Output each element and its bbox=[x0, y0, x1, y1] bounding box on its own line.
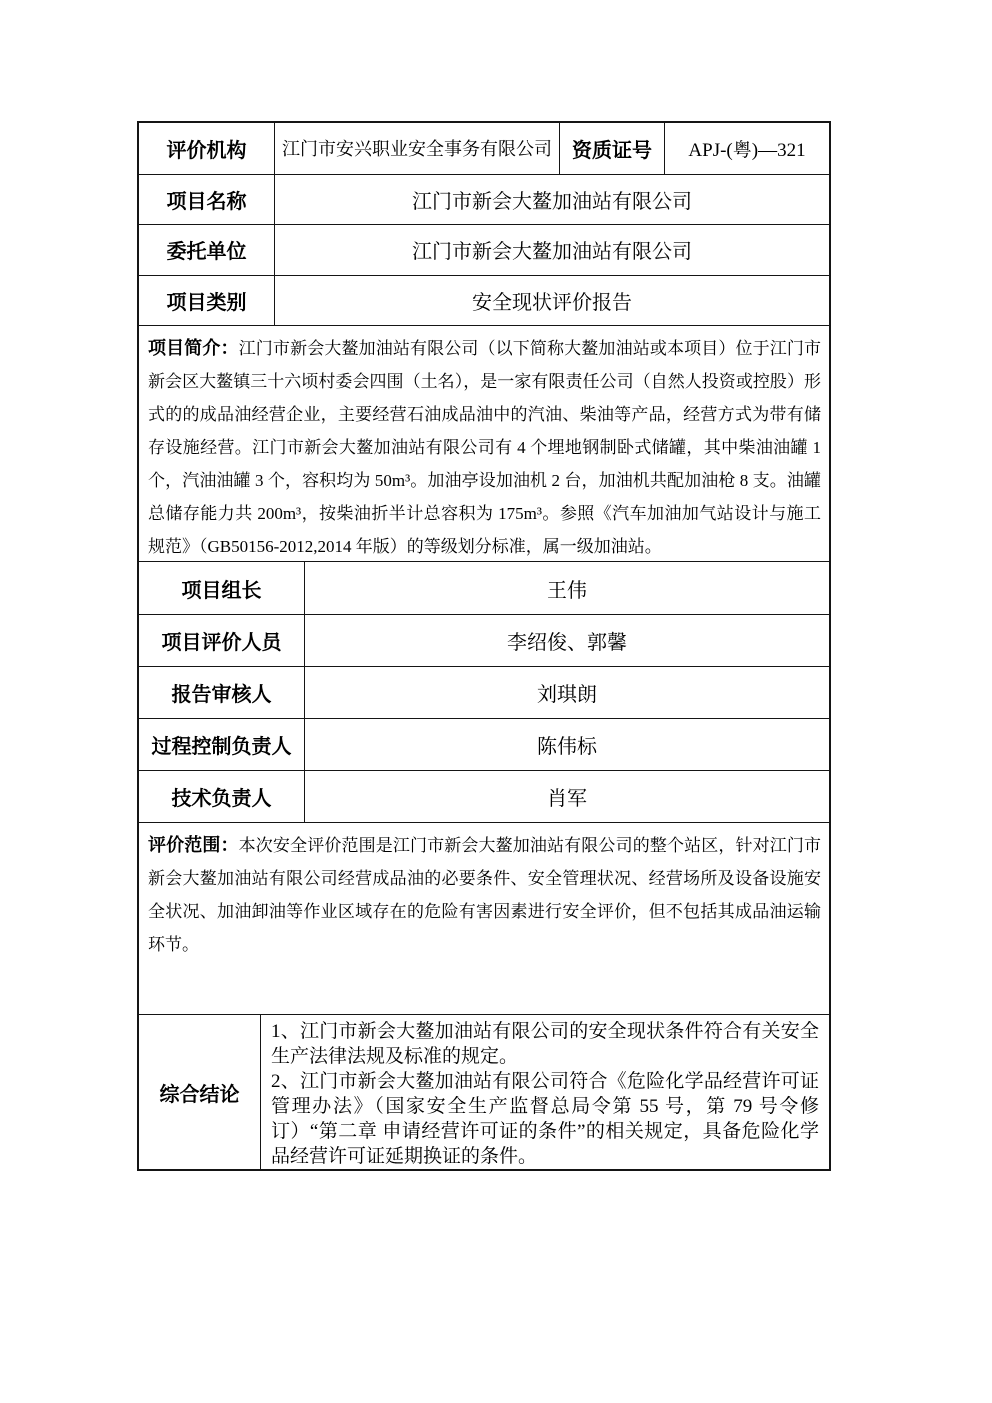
value-technical-director: 肖军 bbox=[304, 771, 829, 822]
value-project-leader: 王伟 bbox=[304, 562, 829, 614]
label-report-reviewer: 报告审核人 bbox=[171, 684, 272, 706]
table-row bbox=[139, 174, 829, 225]
project-intro-text: 江门市新会大鳌加油站有限公司（以下简称大鳌加油站或本项目）位于江门市新会区大鳌镇三十六顷村委会四围（土名），是一家有限责任公司（自然人投资或控股）形式的的成品油经营企业，主要经营石油成品油中的汽油、柴油等产品，经营方式为带有储存设施经营。江门市新会大鳌加油站有限公司有 4 个埋地钢制卧式储罐，其中柴油油罐 1 个，汽油油罐 3 个，容积均为 50m³。加油亭设加油机 2 台，加油机共配加油枪 8 支。油罐总储存能力共 200m³，按柴油折半计总容积为 175m³。参照《汽车加油加气站设计与施工规范》（GB50156-2012,2014 年版）的等级划分标准，属一级加油站。 bbox=[148, 339, 822, 556]
value-report-reviewer: 刘琪朗 bbox=[304, 667, 829, 718]
label-cert-number: 资质证号 bbox=[559, 123, 664, 174]
table-row bbox=[139, 770, 829, 822]
label-client-unit: 委托单位 bbox=[166, 241, 247, 264]
label-project-leader: 项目组长 bbox=[181, 579, 262, 602]
table-row bbox=[139, 718, 829, 770]
conclusion-item-1: 1、江门市新会大鳌加油站有限公司的安全现状条件符合有关安全生产法律法规及标准的规定。 bbox=[271, 1021, 819, 1067]
header-table bbox=[139, 123, 829, 325]
value-evaluators: 李绍俊、郭馨 bbox=[304, 615, 829, 666]
label-eval-agency: 评价机构 bbox=[166, 139, 247, 162]
table-row bbox=[139, 224, 829, 275]
label-project-type: 项目类别 bbox=[166, 291, 247, 314]
value-process-controller: 陈伟标 bbox=[304, 719, 829, 770]
value-eval-agency: 江门市安兴职业安全事务有限公司 bbox=[274, 123, 559, 174]
table-row bbox=[139, 614, 829, 666]
label-process-controller: 过程控制负责人 bbox=[151, 736, 292, 758]
conclusion-item-2: 2、江门市新会大鳌加油站有限公司符合《危险化学品经营许可证管理办法》（国家安全生产监督总局令第 55 号，第 79 号令修订）“第二章 申请经营许可证的条件”的相关规定，具备危险化学品经营许可证延期换证的条件。 bbox=[271, 1071, 819, 1167]
value-client-unit: 江门市新会大鳌加油站有限公司 bbox=[274, 225, 829, 275]
table-row bbox=[139, 666, 829, 718]
value-project-type: 安全现状评价报告 bbox=[274, 276, 829, 326]
project-intro-section bbox=[139, 325, 829, 561]
value-cert-number: APJ-(粤)—321 bbox=[664, 123, 829, 174]
conclusion-body bbox=[261, 1015, 829, 1169]
evaluation-scope-label: 评价范围： bbox=[148, 835, 239, 855]
evaluation-info-table bbox=[137, 121, 831, 1171]
label-project-name: 项目名称 bbox=[166, 190, 247, 213]
conclusion-label: 综合结论 bbox=[139, 1015, 261, 1169]
label-technical-director: 技术负责人 bbox=[171, 788, 272, 810]
table-row bbox=[139, 562, 829, 614]
value-project-name: 江门市新会大鳌加油站有限公司 bbox=[274, 175, 829, 225]
evaluation-scope-section bbox=[139, 822, 829, 1014]
label-evaluators: 项目评价人员 bbox=[161, 632, 282, 654]
table-row bbox=[139, 275, 829, 326]
project-intro-label: 项目简介： bbox=[148, 338, 239, 358]
personnel-table bbox=[139, 561, 829, 822]
table-row bbox=[139, 123, 829, 174]
evaluation-scope-text: 本次安全评价范围是江门市新会大鳌加油站有限公司的整个站区，针对江门市新会大鳌加油站有限公司经营成品油的必要条件、安全管理状况、经营场所及设备设施安全状况、加油卸油等作业区域存在的危险有害因素进行安全评价，但不包括其成品油运输环节。 bbox=[148, 836, 822, 954]
conclusion-section bbox=[139, 1014, 829, 1169]
